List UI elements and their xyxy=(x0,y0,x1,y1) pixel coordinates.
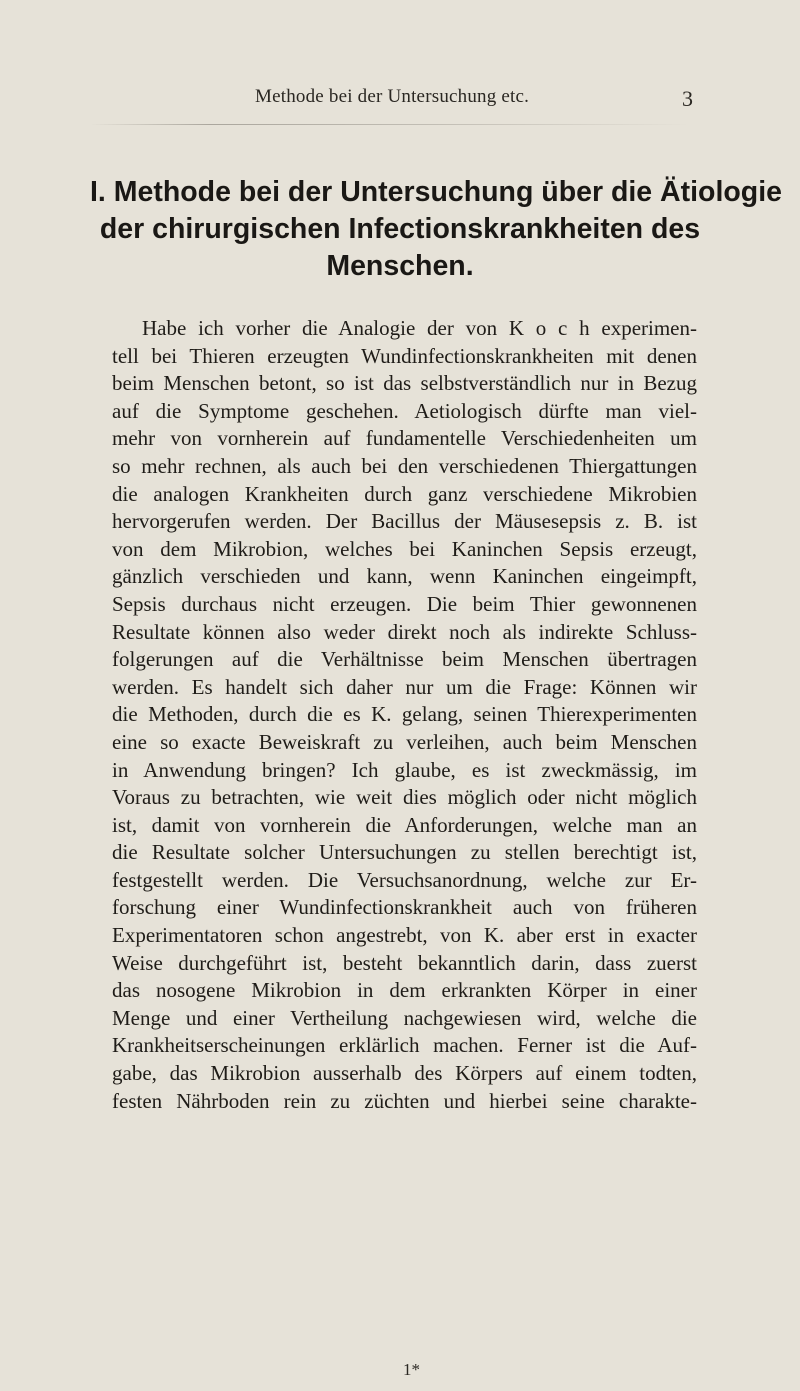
text-line: die analogen Krankheiten durch ganz verschiedene Mikrobien xyxy=(112,481,697,506)
text-line: Weise durchgeführt ist, besteht bekanntlich darin, dass zuerst xyxy=(112,950,697,975)
text-line: so mehr rechnen, als auch bei den verschiedenen Thiergattungen xyxy=(112,453,697,478)
running-title: Methode bei der Untersuchung etc. xyxy=(255,86,530,107)
text-line: die Methoden, durch die es K. gelang, seinen Thierexperimenten xyxy=(112,702,697,727)
text-line: Sepsis durchaus nicht erzeugen. Die beim Thier gewonnenen xyxy=(112,591,697,616)
chapter-heading-line: der chirurgischen Infectionskrankheiten des xyxy=(99,213,701,245)
text-line: werden. Es handelt sich daher nur um die Frage: Können wir xyxy=(112,674,697,699)
chapter-heading xyxy=(90,174,782,285)
text-line: tell bei Thieren erzeugten Wundinfectionskrankheiten mit denen xyxy=(112,343,697,368)
text-line: festgestellt werden. Die Versuchsanordnung, welche zur Er- xyxy=(112,867,697,892)
text-line: Krankheitserscheinungen erklärlich machen. Ferner ist die Auf- xyxy=(112,1033,697,1058)
text-line: Resultate können also weder direkt noch als indirekte Schluss- xyxy=(112,619,697,644)
text-line: hervorgerufen werden. Der Bacillus der Mäusesepsis z. B. ist xyxy=(112,509,697,534)
text-line: die Resultate solcher Untersuchungen zu stellen berechtigt ist, xyxy=(112,840,697,865)
page-number: 3 xyxy=(682,86,693,111)
text-line: beim Menschen betont, so ist das selbstverständlich nur in Bezug xyxy=(112,371,697,396)
body-paragraph xyxy=(112,315,697,1115)
running-head xyxy=(0,86,800,116)
text-line: in Anwendung bringen? Ich glaube, es ist zweckmässig, im xyxy=(112,757,697,782)
text-line: gänzlich verschieden und kann, wenn Kaninchen eingeimpft, xyxy=(112,564,697,589)
signature-mark: 1* xyxy=(403,1360,420,1379)
header-rule xyxy=(90,124,690,125)
text-line: das nosogene Mikrobion in dem erkrankten Körper in einer xyxy=(112,978,697,1003)
text-line: ist, damit von vornherein die Anforderungen, welche man an xyxy=(112,812,697,837)
chapter-heading-line: I. Methode bei der Untersuchung über die Ätiologie xyxy=(90,176,782,208)
text-line: gabe, das Mikrobion ausserhalb des Körpers auf einem todten, xyxy=(112,1061,697,1086)
text-line: von dem Mikrobion, welches bei Kaninchen Sepsis erzeugt, xyxy=(112,536,697,561)
text-line: folgerungen auf die Verhältnisse beim Menschen übertragen xyxy=(112,647,697,672)
text-line: Voraus zu betrachten, wie weit dies möglich oder nicht möglich xyxy=(112,785,697,810)
text-line: mehr von vornherein auf fundamentelle Verschiedenheiten um xyxy=(112,426,697,451)
chapter-heading-line: Menschen. xyxy=(326,250,474,282)
text-line: forschung einer Wundinfectionskrankheit auch von früheren xyxy=(112,895,697,920)
text-line: Habe ich vorher die Analogie der von K o c h experimen- xyxy=(142,316,697,340)
text-line: festen Nährboden rein zu züchten und hierbei seine charakte- xyxy=(112,1088,697,1113)
text-line: eine so exacte Beweiskraft zu verleihen, auch beim Menschen xyxy=(112,729,697,754)
text-line: Experimentatoren schon angestrebt, von K. aber erst in exacter xyxy=(112,923,697,948)
text-line: auf die Symptome geschehen. Aetiologisch dürfte man viel- xyxy=(112,398,697,423)
text-line: Menge und einer Vertheilung nachgewiesen wird, welche die xyxy=(112,1005,697,1030)
